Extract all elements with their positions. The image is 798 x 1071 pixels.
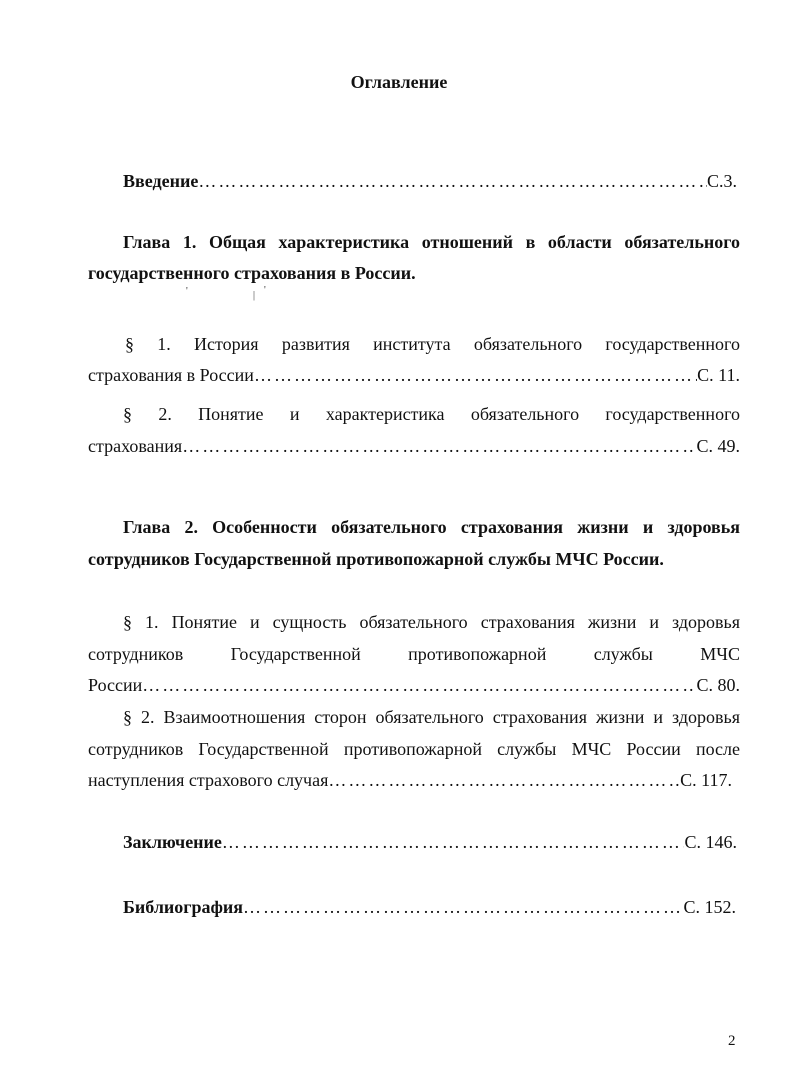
toc-entry-ch2-s2 bbox=[88, 769, 732, 791]
toc-entry-label: Введение bbox=[123, 171, 199, 191]
chapter2-heading-line1: Глава 2. Особенности обязательного страхования жизни и здоровья bbox=[123, 517, 740, 537]
toc-entry-label: России bbox=[88, 675, 143, 695]
toc-entry-ch2-s1-line1: § 1. Понятие и сущность обязательного страхования жизни и здоровья bbox=[123, 612, 740, 632]
toc-leader-dots bbox=[243, 896, 683, 918]
page-title: Оглавление bbox=[350, 72, 448, 92]
toc-entry-page: С. 117. bbox=[680, 770, 732, 790]
toc-leader-dots bbox=[142, 674, 696, 696]
toc-leader-dots bbox=[222, 831, 685, 853]
chapter1-heading-line2: государственного страхования в России. bbox=[88, 263, 416, 283]
toc-entry-ch1-s1 bbox=[88, 364, 740, 386]
page-number: 2 bbox=[728, 1033, 736, 1049]
toc-leader-dots bbox=[328, 769, 680, 791]
toc-entry-conclusion bbox=[123, 831, 737, 853]
toc-entry-page: С. 11. bbox=[697, 365, 740, 385]
toc-entry-ch2-s1-line2: сотрудников Государственной противопожарной службы МЧС bbox=[88, 644, 740, 664]
toc-leader-dots bbox=[254, 364, 697, 386]
scan-artifact: | bbox=[253, 290, 256, 301]
toc-entry-ch2-s2-line1: § 2. Взаимоотношения сторон обязательного страхования жизни и здоровья bbox=[123, 707, 740, 727]
toc-entry-page: С.3. bbox=[706, 171, 737, 191]
toc-entry-label: страхования в России bbox=[88, 365, 254, 385]
toc-entry-label: страхования bbox=[88, 436, 183, 456]
chapter2-heading-line2: сотрудников Государственной противопожарной службы МЧС России. bbox=[88, 549, 664, 569]
toc-leader-dots bbox=[198, 170, 707, 192]
toc-entry-label: наступления страхового случая bbox=[88, 770, 329, 790]
toc-entry-ch1-s2 bbox=[88, 435, 740, 457]
chapter1-heading-line1: Глава 1. Общая характеристика отношений в области обязательного bbox=[123, 232, 740, 252]
toc-leader-dots bbox=[182, 435, 696, 457]
toc-entry-intro bbox=[123, 170, 737, 192]
toc-entry-label: Библиография bbox=[123, 897, 244, 917]
toc-entry-label: Заключение bbox=[123, 832, 222, 852]
toc-entry-page: С. 146. bbox=[684, 832, 737, 852]
scan-artifact: ' bbox=[186, 286, 188, 297]
scan-artifact: ' bbox=[264, 285, 266, 296]
toc-entry-ch2-s1 bbox=[88, 674, 740, 696]
toc-entry-ch1-s2-line1: § 2. Понятие и характеристика обязательного государственного bbox=[123, 404, 740, 424]
toc-entry-ch2-s2-line2: сотрудников Государственной противопожарной службы МЧС России после bbox=[88, 739, 740, 759]
toc-entry-page: С. 49. bbox=[696, 436, 740, 456]
toc-entry-page: С. 152. bbox=[683, 897, 736, 917]
toc-entry-ch1-s1-line1: § 1. История развития института обязательного государственного bbox=[125, 334, 740, 354]
toc-entry-page: С. 80. bbox=[696, 675, 740, 695]
toc-entry-bibliography bbox=[123, 896, 736, 918]
